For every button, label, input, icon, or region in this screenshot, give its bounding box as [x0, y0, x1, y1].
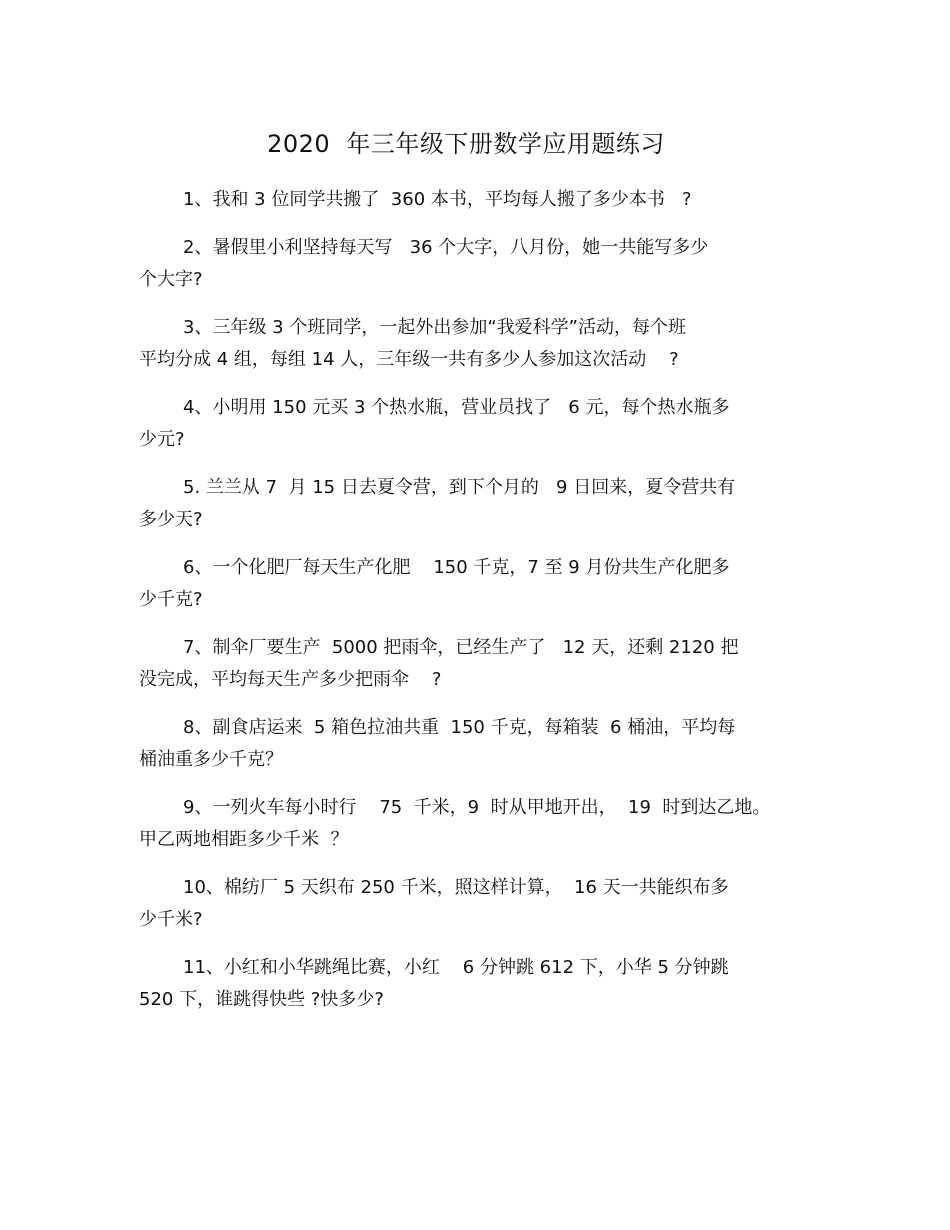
question-text-line: 个大字?: [139, 269, 203, 290]
question-2: [139, 232, 839, 296]
question-3: [139, 312, 839, 376]
question-text-line: 桶油重多少千克？: [139, 749, 283, 770]
document-title: 2020 年三年级下册数学应用题练习: [267, 130, 665, 158]
question-text-line: 6、一个化肥厂每天生产化肥 150 千克，7 至 9 月份共生产化肥多: [183, 557, 730, 578]
question-text-line: 10、棉纺厂 5 天织布 250 千米，照这样计算， 16 天一共能织布多: [183, 877, 729, 898]
question-text-line: 少千米?: [139, 909, 203, 930]
question-7: [139, 632, 839, 696]
question-text-line: 8、副食店运来 5 箱色拉油共重 150 千克，每箱装 6 桶油，平均每: [183, 717, 736, 738]
question-text-line: 平均分成 4 组，每组 14 人，三年级一共有多少人参加这次活动 ?: [139, 349, 679, 370]
question-list: [139, 184, 839, 1032]
question-text-line: 5. 兰兰从 7 月 15 日去夏令营，到下个月的 9 日回来，夏令营共有: [183, 477, 736, 498]
question-text-line: 9、一列火车每小时行 75 千米，9 时从甲地开出， 19 时到达乙地。: [183, 797, 771, 818]
question-text-line: 甲乙两地相距多少千米 ？: [139, 829, 349, 850]
question-text-line: 少千克?: [139, 589, 203, 610]
question-4: [139, 392, 839, 456]
question-10: [139, 872, 839, 936]
question-8: [139, 712, 839, 776]
question-text-line: 1、我和 3 位同学共搬了 360 本书，平均每人搬了多少本书 ?: [183, 189, 692, 210]
question-text-line: 520 下，谁跳得快些 ?快多少?: [139, 989, 384, 1010]
question-text-line: 多少天?: [139, 509, 203, 530]
question-text-line: 少元?: [139, 429, 185, 450]
question-text-line: 没完成，平均每天生产多少把雨伞 ?: [139, 669, 442, 690]
question-text-line: 11、小红和小华跳绳比赛，小红 6 分钟跳 612 下，小华 5 分钟跳: [183, 957, 729, 978]
question-11: [139, 952, 839, 1016]
question-text-line: 7、制伞厂要生产 5000 把雨伞，已经生产了 12 天，还剩 2120 把: [183, 637, 739, 658]
question-text-line: 2、暑假里小利坚持每天写 36 个大字，八月份，她一共能写多少: [183, 237, 709, 258]
question-text-line: 4、小明用 150 元买 3 个热水瓶，营业员找了 6 元，每个热水瓶多: [183, 397, 730, 418]
question-6: [139, 552, 839, 616]
question-5: [139, 472, 839, 536]
question-9: [139, 792, 839, 856]
question-1: [139, 184, 839, 216]
question-text-line: 3、三年级 3 个班同学，一起外出参加“我爱科学”活动，每个班: [183, 317, 686, 338]
